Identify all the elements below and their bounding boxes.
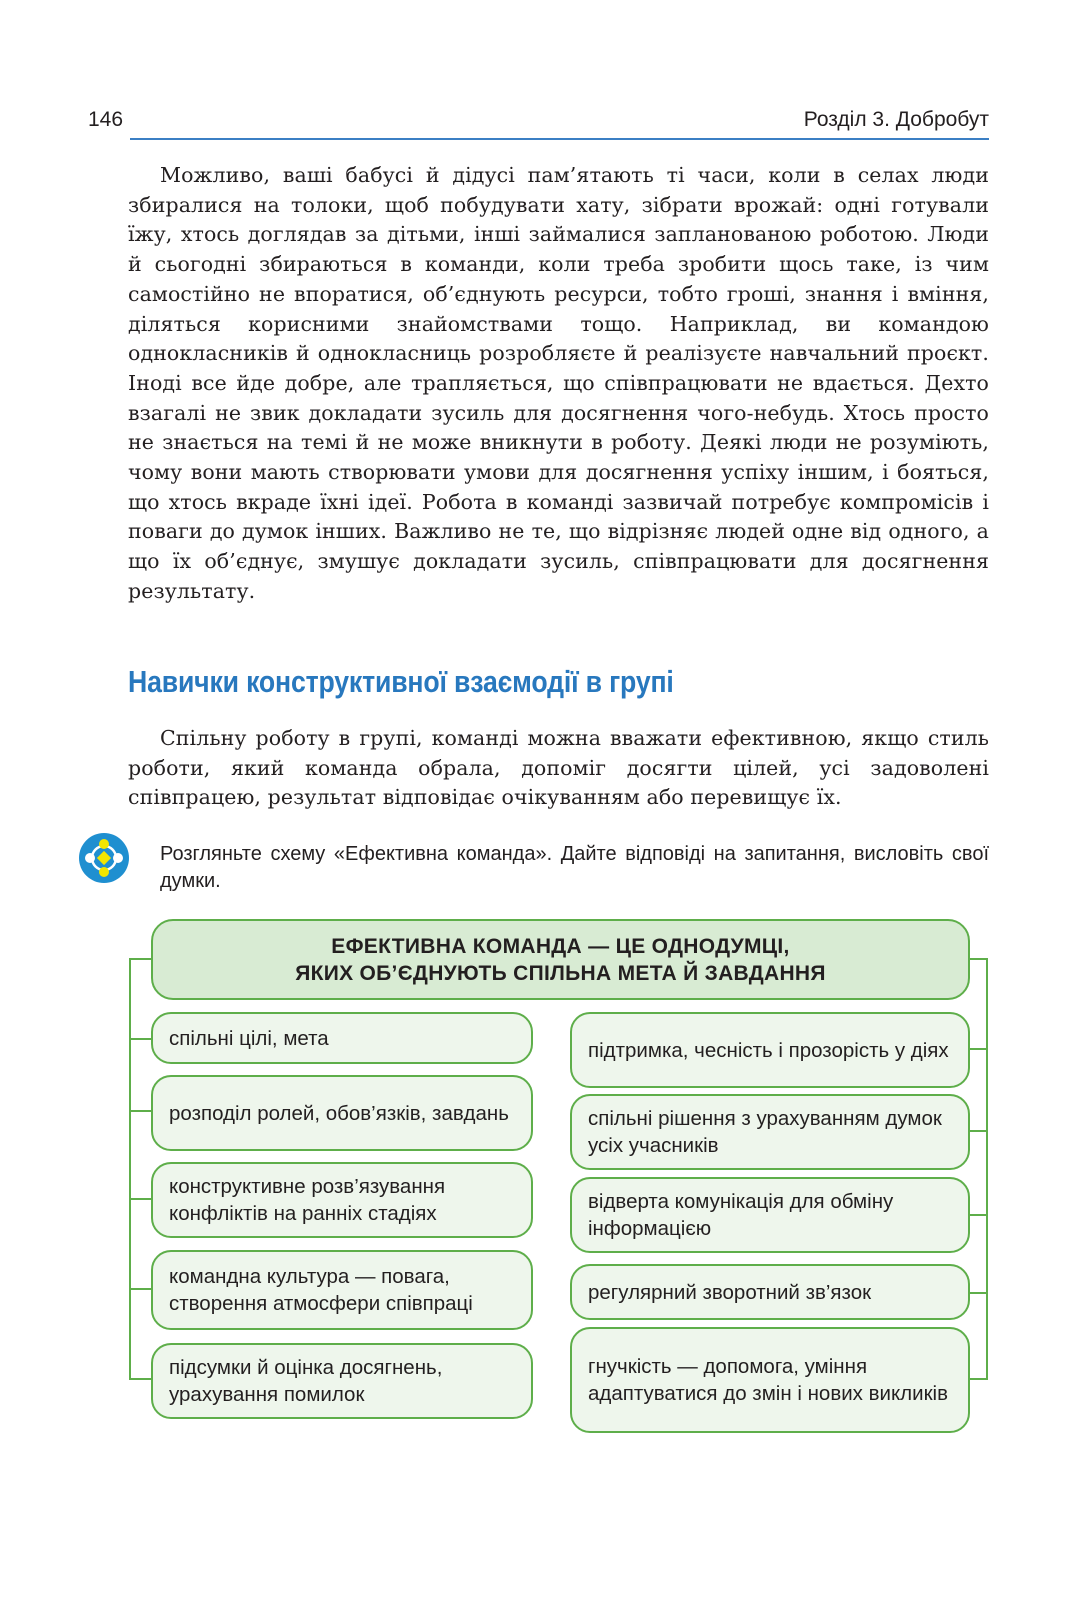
intro-paragraph: Можливо, ваші бабусі й дідусі пам’ятають ті часи, коли в селах люди збиралися на толоки, щоб побудувати хату, зібрати врожай: одні готували їжу, хтось доглядав за дітьми, інші займалися запланованою роботою. Люди й сьогодні збираються в команди, коли треба зробити щось таке, із чим самостійно не впоратися, об’єднують ресурси, тобто гроші, знання і вміння, діляться корисними знайомствами тощо. Наприклад, ви командою однокласників й однокласниць розробляєте й реалізуєте навчальний проєкт. Іноді все йде добре, але трапляється, що співпрацювати не вдається. Дехто взагалі не звик докладати зусиль для досягнення чого-небудь. Хтось просто не знається на темі й не може вникнути в роботу. Деякі люди не розуміють, чому вони мають створювати умови для досягнення успіху іншим, і бояться, що хтось вкраде їхні ідеї. Робота в команді зазвичай потребує компромісів і поваги до думок інших. Важливо не те, що відрізняє людей одне від одного, а що їх об’єднує, змушує докладати зусиль, співпрацювати для досягнення результату. [128,163,989,603]
left-connector [129,958,153,1380]
definition-paragraph: Спільну роботу в групі, команді можна вважати ефективною, якщо стиль роботи, який команда обрала, допоміг досягти цілей, усі задоволені співпрацею, результат відповідає очікуванням або перевищує їх. [128,726,989,810]
scheme-title-line: ЯКИХ ОБ’ЄДНУЮТЬ СПІЛЬНА МЕТА Й ЗАВДАННЯ [295,961,826,985]
trait-box-right: відверта комунікація для обміну інформацією [570,1177,970,1253]
scheme-title [151,919,970,1000]
group-discussion-icon [78,832,130,884]
right-connector [966,958,988,1380]
trait-box-right: гнучкість — допомога, уміння адаптуватися до змін і нових викликів [570,1327,970,1433]
connector-tick [129,1110,153,1112]
trait-box-right: спільні рішення з урахуванням думок усіх учасників [570,1094,970,1170]
trait-box-right: регулярний зворотний зв’язок [570,1264,970,1320]
trait-box-right: підтримка, чесність і прозорість у діях [570,1012,970,1088]
trait-box-left: спільні цілі, мета [151,1012,533,1064]
section-heading: Навички конструктивної взаємодії в групі [128,664,674,699]
scheme-title-line: ЕФЕКТИВНА КОМАНДА — ЦЕ ОДНОДУМЦІ, [331,934,790,958]
connector-tick [129,1288,153,1290]
connector-tick [129,1038,153,1040]
trait-box-left: розподіл ролей, обов’язків, завдань [151,1075,533,1151]
trait-box-left: командна культура — повага, створення атмосфери співпраці [151,1250,533,1330]
trait-box-left: конструктивне розв’язування конфліктів на ранніх стадіях [151,1162,533,1238]
header-rule [130,138,989,140]
connector-tick [129,1198,153,1200]
chapter-title: Розділ 3. Добробут [803,108,989,131]
page-number: 146 [88,108,124,131]
trait-box-left: підсумки й оцінка досягнень, урахування помилок [151,1343,533,1419]
task-instruction: Розгляньте схему «Ефективна команда». Дайте відповіді на запитання, висловіть свої думки. [160,843,989,892]
